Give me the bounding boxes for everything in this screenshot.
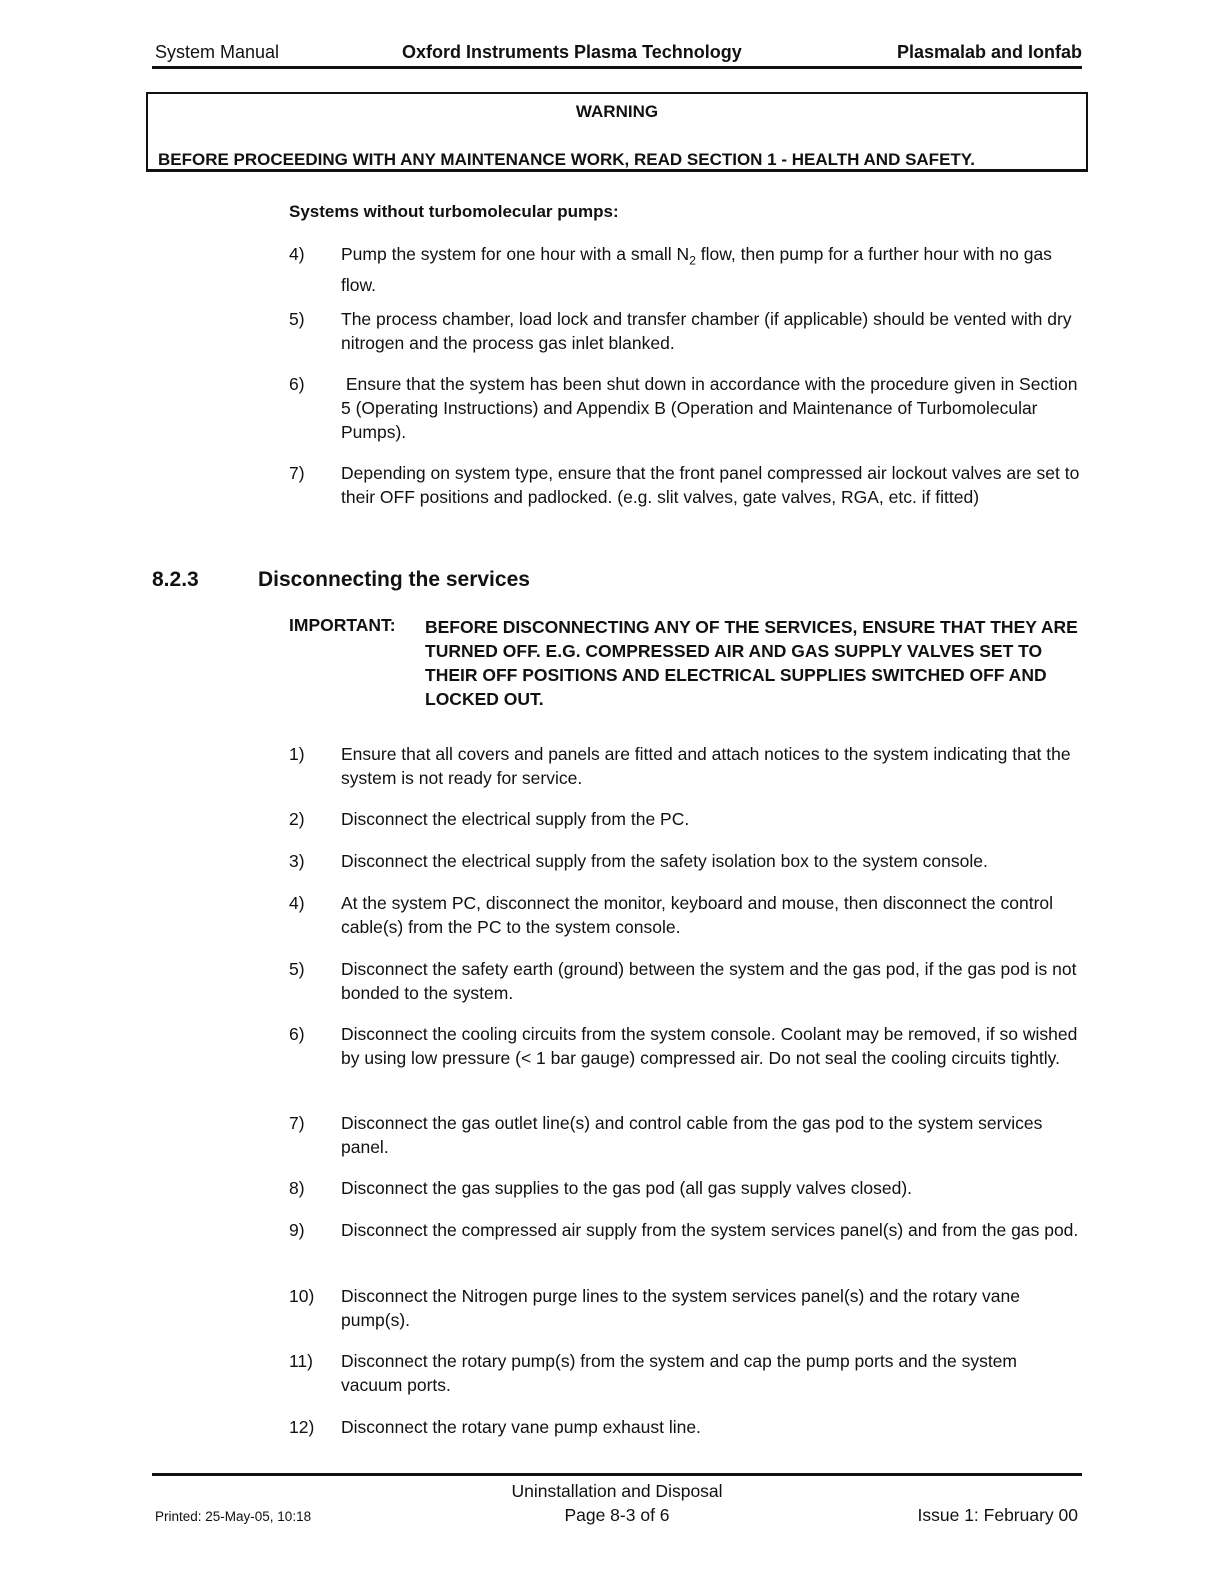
list-item xyxy=(289,242,1089,297)
item-text: Ensure that all covers and panels are fitted and attach notices to the system indicating that the system is not ready for service. xyxy=(341,744,1071,788)
footer-page-number: Page 8-3 of 6 xyxy=(564,1505,670,1525)
item-text-part: Pump the system for one hour with a small N xyxy=(341,244,690,264)
item-text: Disconnect the gas supplies to the gas pod (all gas supply valves closed). xyxy=(341,1178,913,1198)
item-text-part: flow, then pump for a further hour with no gas flow. xyxy=(341,244,1052,295)
item-text: The process chamber, load lock and transfer chamber (if applicable) should be vented with dry nitrogen and the process gas inlet blanked. xyxy=(341,309,1072,353)
list-item xyxy=(289,461,1089,509)
list-item xyxy=(289,1349,1089,1397)
item-number: 9) xyxy=(289,1220,305,1240)
item-text: Ensure that the system has been shut down in accordance with the procedure given in Section 5 (Operating Instructions) and Appendix B (Operation and Maintenance of Turbomolecular Pumps). xyxy=(341,374,1083,442)
footer-printed-date: Printed: 25-May-05, 10:18 xyxy=(155,1509,312,1524)
item-text: Disconnect the rotary vane pump exhaust line. xyxy=(341,1417,701,1437)
list-item xyxy=(289,891,1089,939)
item-number: 2) xyxy=(289,809,305,829)
item-text: Disconnect the compressed air supply from the system services panel(s) and from the gas pod. xyxy=(341,1220,1079,1240)
item-number: 5) xyxy=(289,309,305,329)
header-product: Plasmalab and Ionfab xyxy=(896,42,1082,62)
item-text: Disconnect the Nitrogen purge lines to the system services panel(s) and the rotary vane pump(s). xyxy=(341,1286,1020,1330)
item-text: Depending on system type, ensure that the front panel compressed air lockout valves are set to their OFF positions and padlocked. (e.g. slit valves, gate valves, RGA, etc. if fitted) xyxy=(341,463,1080,507)
list-item xyxy=(289,1415,1089,1439)
item-number: 4) xyxy=(289,893,305,913)
list-item xyxy=(289,372,1089,444)
important-label: IMPORTANT: xyxy=(289,615,396,635)
list-item xyxy=(289,1218,1089,1242)
item-number: 7) xyxy=(289,463,305,483)
list-item xyxy=(289,1176,1089,1200)
list-item xyxy=(289,307,1089,355)
section-number: 8.2.3 xyxy=(152,568,199,591)
item-number: 6) xyxy=(289,374,305,394)
item-number: 6) xyxy=(289,1024,305,1044)
subheading: Systems without turbomolecular pumps: xyxy=(289,202,619,221)
list-item xyxy=(289,1111,1089,1159)
item-number: 7) xyxy=(289,1113,305,1133)
list-item xyxy=(289,807,1089,831)
list-item xyxy=(289,957,1089,1005)
item-text: Disconnect the electrical supply from the safety isolation box to the system console. xyxy=(341,851,988,871)
item-number: 12) xyxy=(289,1417,315,1437)
item-number: 1) xyxy=(289,744,305,764)
subscript: 2 xyxy=(689,253,696,268)
warning-text: BEFORE PROCEEDING WITH ANY MAINTENANCE WORK, READ SECTION 1 - HEALTH AND SAFETY. xyxy=(158,150,975,169)
list-item xyxy=(289,1022,1089,1070)
list-item xyxy=(289,1284,1089,1332)
header-company: Oxford Instruments Plasma Technology xyxy=(402,42,742,62)
item-number: 5) xyxy=(289,959,305,979)
header-manual-title: System Manual xyxy=(155,42,280,62)
item-text: Disconnect the electrical supply from the PC. xyxy=(341,809,690,829)
warning-title: WARNING xyxy=(575,102,659,121)
item-number: 3) xyxy=(289,851,305,871)
item-text: Disconnect the cooling circuits from the system console. Coolant may be removed, if so wished by using low pressure (< 1 bar gauge) compressed air. Do not seal the cooling circuits tightly. xyxy=(341,1024,1078,1068)
footer-chapter: Uninstallation and Disposal xyxy=(511,1481,723,1501)
item-text: Disconnect the safety earth (ground) between the system and the gas pod, if the gas pod is not bonded to the system. xyxy=(341,959,1077,1003)
list-item xyxy=(289,849,1089,873)
section-title: Disconnecting the services xyxy=(258,568,530,591)
item-number: 8) xyxy=(289,1178,305,1198)
item-text: At the system PC, disconnect the monitor, keyboard and mouse, then disconnect the control cable(s) from the PC to the system console. xyxy=(341,893,1054,937)
item-number: 11) xyxy=(289,1351,313,1371)
footer-issue: Issue 1: February 00 xyxy=(917,1505,1078,1525)
warning-box xyxy=(146,92,1088,172)
item-text: Disconnect the gas outlet line(s) and control cable from the gas pod to the system services panel. xyxy=(341,1113,1043,1157)
list-item xyxy=(289,742,1089,790)
important-text: BEFORE DISCONNECTING ANY OF THE SERVICES, ENSURE THAT THEY ARE TURNED OFF. E.G. COMPRESSED AIR AND GAS SUPPLY VALVES SET TO THEIR OFF POSITIONS AND ELECTRICAL SUPPLIES SWITCHED OFF AND LOCKED OUT. xyxy=(425,617,1078,709)
item-text: Disconnect the rotary pump(s) from the system and cap the pump ports and the system vacuum ports. xyxy=(341,1351,1017,1395)
item-number: 4) xyxy=(289,244,305,264)
header-divider xyxy=(152,66,1082,69)
item-number: 10) xyxy=(289,1286,315,1306)
item-text xyxy=(341,242,1081,297)
footer-divider xyxy=(152,1473,1082,1476)
